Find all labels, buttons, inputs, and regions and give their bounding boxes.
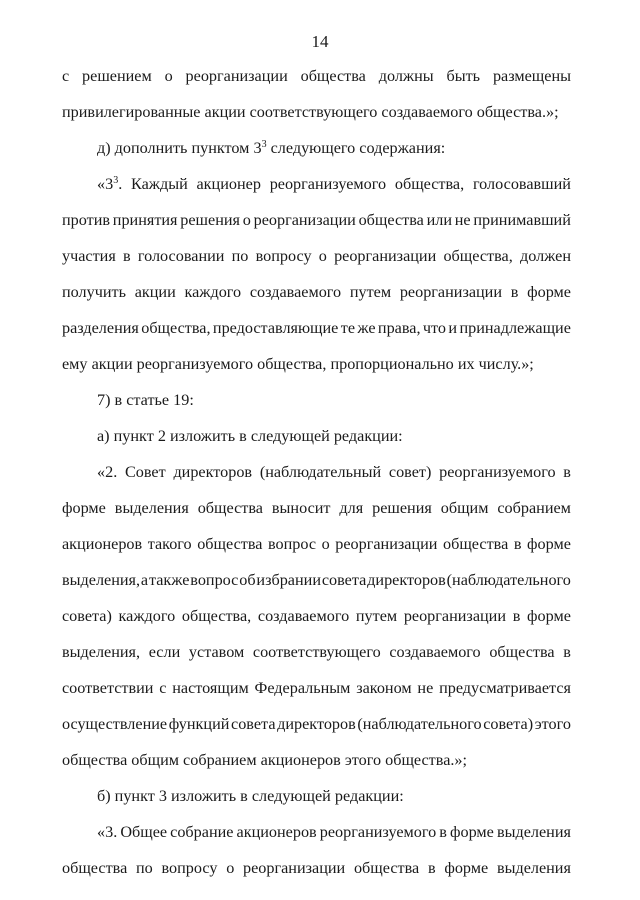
word: об	[239, 571, 256, 589]
word: (наблюдательного	[357, 715, 482, 733]
word: директоров	[277, 715, 356, 733]
word: выносит	[271, 499, 331, 517]
word: голосовании	[137, 247, 225, 265]
word: в	[427, 859, 436, 877]
word: каждого	[118, 607, 176, 625]
word: форме	[527, 535, 571, 553]
word: по	[231, 247, 249, 265]
word: общества,	[443, 247, 513, 265]
word: права,	[377, 319, 421, 337]
word: общества	[62, 859, 128, 877]
word: (наблюдательного	[446, 571, 571, 589]
word: общества	[358, 211, 424, 229]
word: размещены	[492, 67, 571, 85]
word: «3.	[97, 823, 118, 841]
text-line	[62, 282, 571, 302]
word: быть	[446, 67, 481, 85]
text-line	[62, 246, 571, 266]
word: участия	[62, 247, 116, 265]
word: совета)	[483, 715, 534, 733]
word: если	[148, 643, 181, 661]
text-line	[62, 714, 571, 734]
word: реорганизуемого	[439, 463, 556, 481]
word: форме	[62, 499, 106, 517]
text-line	[62, 534, 571, 554]
item-33-sup: 3	[113, 175, 119, 186]
word: не	[417, 679, 434, 697]
word: общества,	[141, 319, 211, 337]
word: реорганизуемого	[269, 175, 387, 193]
word: выделения,	[62, 571, 141, 589]
word: решением	[82, 67, 152, 85]
word: Каждый	[131, 175, 188, 193]
word: в	[563, 643, 571, 661]
text-line: а) пункт 2 изложить в следующей редакции:	[97, 427, 403, 445]
word: реорганизации	[243, 859, 346, 877]
word: создаваемого	[389, 643, 481, 661]
word: о	[226, 859, 235, 877]
word: же	[357, 319, 376, 337]
word: а	[140, 571, 149, 589]
word: реорганизации	[334, 247, 437, 265]
word: реорганизации	[399, 283, 503, 301]
word: те	[340, 319, 356, 337]
word: (наблюдательный	[259, 463, 382, 481]
word: осуществление	[62, 715, 168, 733]
word: предусматривается	[439, 679, 571, 697]
word: форме	[450, 823, 494, 841]
word: реорганизации	[335, 535, 438, 553]
text-line	[62, 210, 571, 230]
word: общества,	[394, 175, 465, 193]
word: совета	[321, 571, 367, 589]
text-line	[62, 642, 571, 662]
word: о	[242, 211, 251, 229]
item-33-label	[97, 174, 122, 194]
word: для	[339, 499, 364, 517]
word: соответствии	[62, 679, 154, 697]
word: о	[321, 535, 330, 553]
word: выделения	[114, 499, 189, 517]
text-line	[62, 498, 571, 518]
text-line: ему акции реорганизуемого общества, пропорционально их числу.»;	[62, 355, 534, 373]
item-33-prefix: «3	[97, 175, 114, 193]
item-33-line	[97, 174, 571, 194]
text-line	[62, 606, 571, 626]
word: вопросу	[161, 859, 218, 877]
word: такого	[147, 535, 192, 553]
word: Федеральным	[254, 679, 351, 697]
text-line	[62, 318, 571, 338]
word: путем	[355, 607, 398, 625]
word: акционеров	[236, 823, 317, 841]
word: выделения	[496, 823, 571, 841]
word: также	[148, 571, 190, 589]
word: разделения	[62, 319, 139, 337]
text-line	[97, 822, 571, 842]
word: принятия	[112, 211, 178, 229]
word: с	[62, 67, 70, 85]
word: избрании	[256, 571, 321, 589]
word: реорганизации	[185, 67, 288, 85]
word: принимавший	[473, 211, 571, 229]
word: о	[318, 247, 327, 265]
word: в	[123, 247, 131, 265]
text-line	[62, 570, 571, 590]
word: путем	[349, 283, 392, 301]
word: создаваемого	[257, 607, 350, 625]
word: реорганизации	[403, 607, 506, 625]
word: совет)	[388, 463, 432, 481]
word: законом	[356, 679, 412, 697]
word: общества,	[181, 607, 252, 625]
word: или	[426, 211, 452, 229]
word: общества	[300, 67, 366, 85]
word: директоров	[367, 571, 446, 589]
word: общества	[197, 499, 263, 517]
text-line	[97, 462, 571, 482]
word: каждого	[184, 283, 242, 301]
word: в	[512, 607, 521, 625]
word: с	[159, 679, 167, 697]
word: реорганизации	[253, 211, 356, 229]
word: решения	[372, 499, 432, 517]
word: что	[422, 319, 447, 337]
item-d-prefix: д) дополнить пунктом 3	[97, 139, 262, 157]
word: принадлежащие	[459, 319, 571, 337]
word: вопрос	[190, 571, 239, 589]
word: выделения	[496, 859, 571, 877]
word: директоров	[173, 463, 253, 481]
word: настоящим	[172, 679, 249, 697]
word: против	[62, 211, 111, 229]
word: в	[510, 283, 519, 301]
item-d-suffix: следующего содержания:	[266, 139, 446, 157]
word: общества	[197, 535, 263, 553]
text-line: 7) в статье 19:	[97, 391, 194, 409]
word: совета)	[62, 607, 112, 625]
word: совета	[231, 715, 276, 733]
word: решения	[180, 211, 240, 229]
word: акционеров	[62, 535, 143, 553]
word: реорганизуемого	[319, 823, 437, 841]
word: форме	[444, 859, 489, 877]
text-line	[62, 66, 571, 86]
word: получить	[62, 283, 126, 301]
word: «2.	[97, 463, 118, 481]
word: общества	[489, 643, 555, 661]
word: форме	[527, 283, 571, 301]
word: форме	[527, 607, 571, 625]
word: собранием	[497, 499, 571, 517]
text-line: привилегированные акции соответствующего создаваемого общества.»;	[62, 103, 559, 121]
word: собрание	[170, 823, 234, 841]
text-line: б) пункт 3 изложить в следующей редакции:	[97, 787, 404, 805]
word: по	[136, 859, 153, 877]
item-33-suffix: .	[118, 175, 123, 193]
word: в	[563, 463, 571, 481]
word: общества	[443, 535, 509, 553]
word: в	[439, 823, 447, 841]
word: акционер	[196, 175, 261, 193]
word: вопрос	[268, 535, 317, 553]
word: должен	[519, 247, 571, 265]
word: о	[164, 67, 173, 85]
word: предоставляющие	[212, 319, 339, 337]
word: и	[448, 319, 458, 337]
word: должны	[378, 67, 434, 85]
word: вопросу	[255, 247, 312, 265]
word: функций	[168, 715, 230, 733]
page-number: 14	[311, 32, 329, 51]
word: акции	[134, 283, 176, 301]
word: общества	[353, 859, 420, 877]
item-d-sup: 3	[261, 139, 267, 150]
word: уставом	[188, 643, 245, 661]
word: этого	[534, 715, 571, 733]
word: в	[513, 535, 522, 553]
word: создаваемого	[249, 283, 342, 301]
text-line	[62, 678, 571, 698]
word: не	[454, 211, 471, 229]
word: выделения,	[62, 643, 141, 661]
word: соответствующего	[252, 643, 381, 661]
word: Совет	[124, 463, 166, 481]
text-line	[62, 858, 571, 878]
item-d-line	[97, 138, 571, 158]
word: общим	[440, 499, 489, 517]
word: голосовавший	[472, 175, 571, 193]
text-line: общества общим собранием акционеров этого общества.»;	[62, 751, 468, 769]
word: Общее	[120, 823, 168, 841]
